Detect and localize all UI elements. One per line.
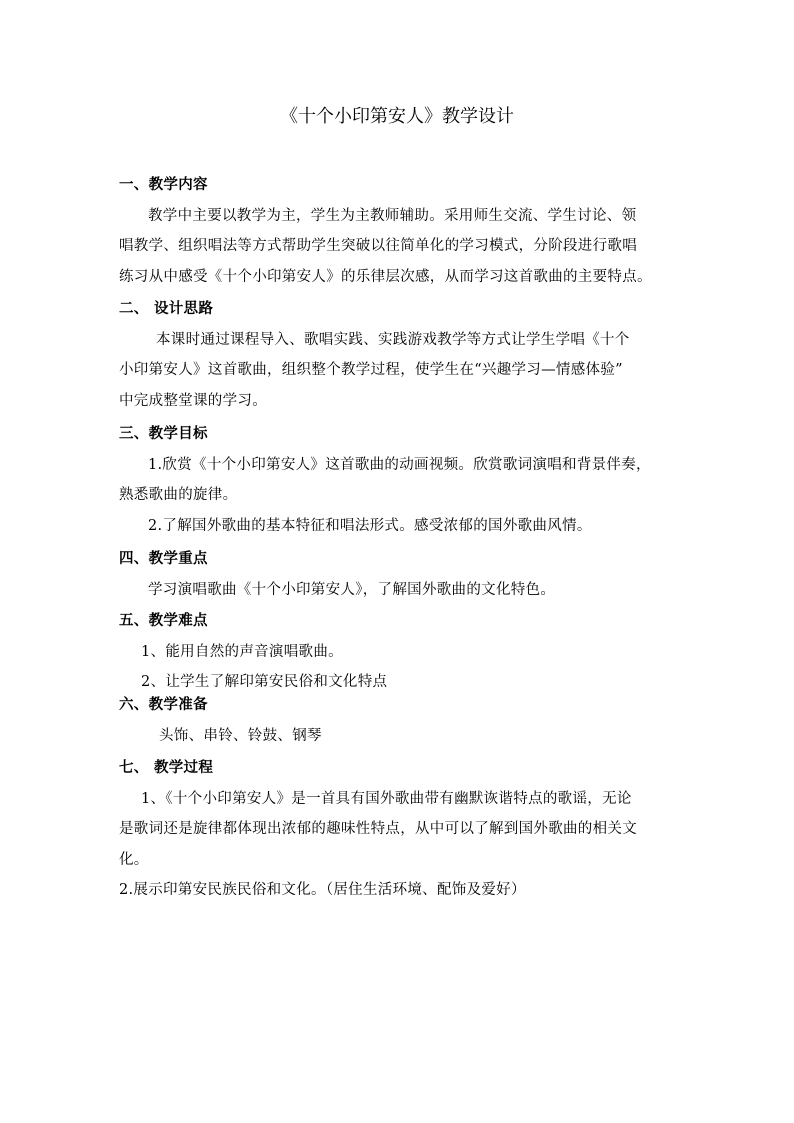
section-key-points	[119, 544, 679, 605]
paragraph-line: 是歌词还是旋律都体现出浓郁的趣味性特点，从中可以了解到国外歌曲的相关文	[119, 821, 637, 837]
paragraph-line: 练习从中感受《十个小印第安人》的乐律层次感，从而学习这首歌曲的主要特点。	[119, 268, 652, 285]
section-heading: 七、 教学过程	[119, 760, 214, 776]
paragraph-line: 头饰、串铃、铃鼓、钢琴	[159, 727, 322, 744]
paragraph-line: 熟悉歌曲的旋律。	[119, 487, 238, 503]
paragraph-line: 小印第安人》这首歌曲，组织整个教学过程，使学生在“兴趣学习—情感体验”	[119, 362, 623, 378]
paragraph-line: 中完成整堂课的学习。	[119, 392, 267, 409]
paragraph-line: 教学中主要以教学为主，学生为主教师辅助。采用师生交流、学生讨论、领	[148, 207, 637, 224]
paragraph-line: 2.展示印第安民族民俗和文化。（居住生活环境、配饰及爱好）	[119, 882, 526, 898]
document-title: 《十个小印第安人》教学设计	[280, 106, 514, 127]
section-heading: 五、教学难点	[119, 613, 208, 629]
section-preparation	[119, 690, 679, 751]
paragraph-line: 1、能用自然的声音演唱歌曲。	[141, 643, 343, 660]
section-design-ideas	[119, 294, 679, 416]
paragraph-line: 2、让学生了解印第安民俗和文化特点	[141, 674, 388, 690]
section-teaching-process	[119, 753, 679, 906]
section-heading: 二、 设计思路	[119, 301, 214, 317]
paragraph-line: 1.欣赏《十个小印第安人》这首歌曲的动画视频。欣赏歌词演唱和背景伴奏，	[148, 456, 651, 473]
section-teaching-goals	[119, 419, 679, 541]
section-heading: 四、教学重点	[119, 551, 208, 567]
section-heading: 六、教学准备	[119, 697, 208, 713]
section-heading: 三、教学目标	[119, 426, 208, 442]
paragraph-line: 1、《十个小印第安人》是一首具有国外歌曲带有幽默诙谐特点的歌谣，无论	[141, 790, 632, 807]
section-teaching-content	[119, 170, 679, 292]
section-heading: 一、教学内容	[119, 177, 208, 193]
paragraph-line: 化。	[119, 851, 149, 868]
paragraph-line: 学习演唱歌曲《十个小印第安人》，了解国外歌曲的文化特色。	[148, 581, 556, 598]
section-difficulties	[119, 606, 679, 698]
paragraph-line: 唱教学、组织唱法等方式帮助学生突破以往简单化的学习模式，分阶段进行歌唱	[119, 238, 637, 254]
paragraph-line: 本课时通过课程导入、歌唱实践、实践游戏教学等方式让学生学唱《十个	[156, 331, 630, 348]
paragraph-line: 2.了解国外歌曲的基本特征和唱法形式。感受浓郁的国外歌曲风情。	[148, 517, 592, 534]
